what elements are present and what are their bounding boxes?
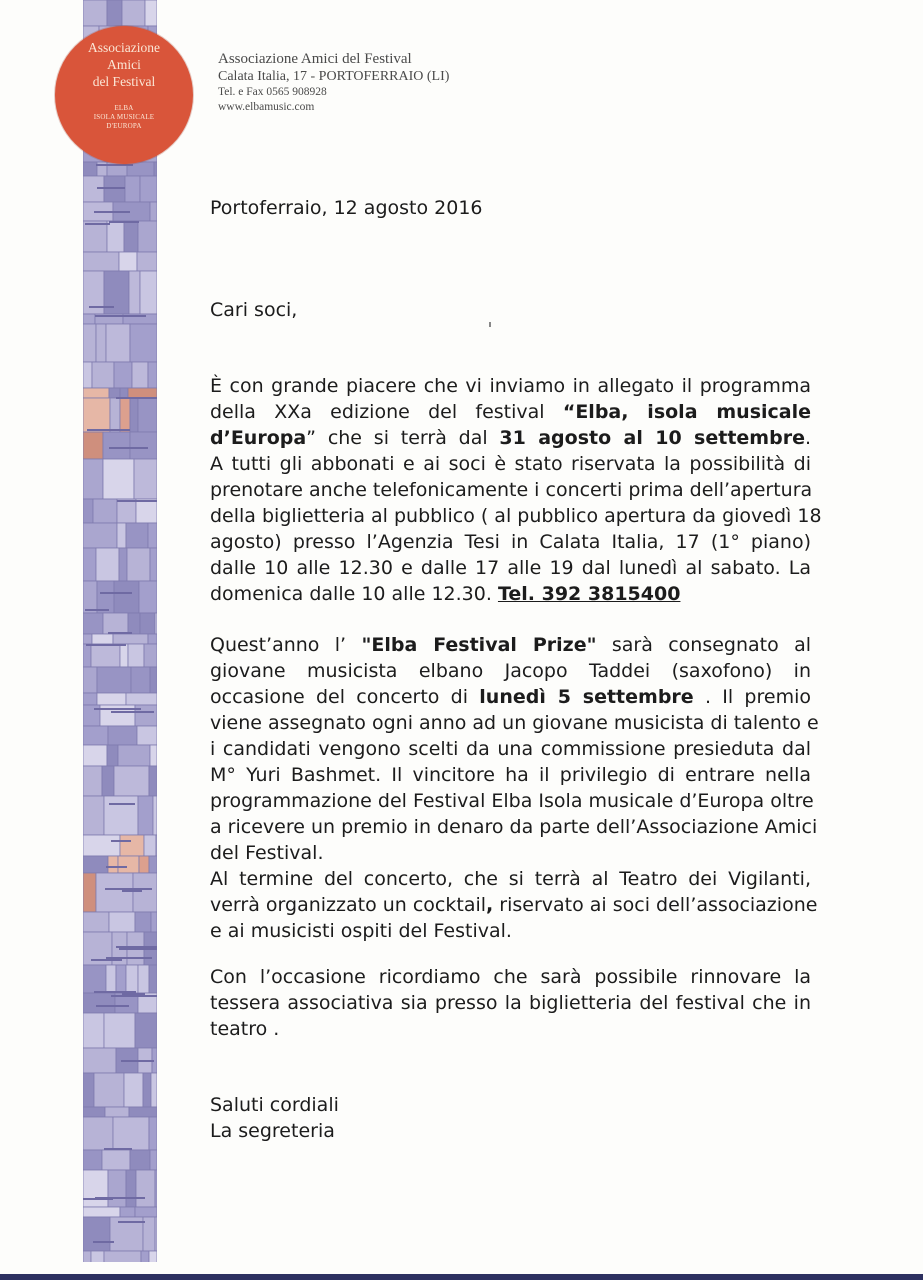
strip-tile	[83, 1217, 110, 1251]
strip-tile	[83, 581, 97, 613]
paragraph-membership	[210, 964, 811, 1042]
strip-tile	[126, 1170, 136, 1207]
strip-tile	[150, 745, 157, 766]
paragraph-program	[210, 373, 822, 607]
strip-tile	[83, 1073, 94, 1107]
logo-title	[55, 39, 193, 90]
strip-tile	[83, 634, 92, 644]
letterhead-address: Calata Italia, 17 - PORTOFERRAIO (LI)	[218, 69, 450, 84]
text-line: d’Europa” che si terrà dal 31 agosto al 10 settembre.	[210, 427, 811, 449]
strip-tile	[93, 499, 117, 523]
strip-tile	[128, 613, 140, 634]
strip-tile	[83, 796, 104, 835]
letter-date: Portoferraio, 12 agosto 2016	[210, 197, 483, 219]
logo-sub-3: D'EUROPA	[106, 122, 142, 130]
strip-tile	[131, 667, 150, 693]
letter-closing	[210, 1092, 811, 1144]
strip-line	[122, 890, 142, 892]
strip-tile	[156, 835, 157, 856]
strip-tile	[97, 693, 126, 705]
strip-line	[118, 1221, 145, 1223]
strip-tile	[127, 548, 150, 581]
decorative-side-strip	[83, 0, 157, 1262]
logo-line-2: Amici	[107, 57, 141, 72]
letterhead-name: Associazione Amici del Festival	[218, 51, 412, 67]
strip-tile	[144, 644, 157, 667]
strip-line	[96, 164, 133, 166]
text-line: È con grande piacere che vi inviamo in allegato il programma	[210, 375, 811, 397]
strip-tile	[83, 362, 92, 388]
strip-line	[109, 447, 148, 449]
strip-tile	[94, 1073, 124, 1107]
strip-tile	[141, 1251, 149, 1262]
phone-number: Tel. 392 3815400	[497, 583, 681, 605]
strip-tile	[140, 176, 157, 202]
strip-tile	[129, 1107, 157, 1117]
strip-line	[122, 993, 145, 995]
strip-tile	[148, 362, 157, 388]
strip-tile	[103, 459, 134, 499]
strip-tile	[104, 1251, 141, 1262]
strip-tile	[119, 548, 127, 581]
strip-tile	[113, 1117, 149, 1150]
strip-line	[116, 946, 157, 948]
strip-line	[96, 1005, 129, 1007]
text-line: Quest’anno l’ "Elba Festival Prize" sarà consegnato al	[210, 634, 811, 656]
strip-line	[106, 866, 127, 868]
strip-tile	[116, 965, 126, 993]
strip-tile	[150, 548, 157, 581]
strip-tile	[119, 252, 137, 271]
concert-date: lunedì 5 settembre	[479, 686, 694, 708]
strip-tile	[91, 644, 120, 667]
strip-tile	[137, 726, 157, 745]
strip-tile	[150, 667, 157, 693]
strip-tile	[151, 912, 157, 932]
strip-tile	[83, 726, 108, 745]
logo-subtitle	[55, 104, 193, 131]
strip-line	[85, 223, 110, 225]
strip-tile	[148, 523, 157, 548]
strip-tile	[107, 221, 124, 252]
strip-tile	[83, 388, 109, 398]
strip-tile	[103, 613, 128, 634]
strip-tile	[83, 1170, 108, 1207]
strip-line	[89, 306, 114, 308]
strip-tile	[83, 221, 107, 252]
strip-line	[94, 991, 136, 993]
strip-tile	[83, 1013, 104, 1048]
strip-tile	[138, 796, 153, 835]
strip-line	[121, 1060, 154, 1062]
strip-tile	[149, 766, 157, 796]
strip-tile	[96, 324, 106, 362]
strip-tile	[108, 856, 118, 873]
strip-tile	[120, 388, 128, 398]
strip-tile	[83, 766, 102, 796]
letterhead	[218, 50, 449, 115]
association-logo	[55, 26, 193, 164]
strip-tile	[113, 634, 148, 644]
strip-tile	[139, 581, 157, 613]
strip-line	[86, 644, 126, 646]
strip-tile	[106, 324, 130, 362]
strip-line	[119, 948, 157, 950]
strip-tile	[83, 856, 108, 873]
text-line: della XXa edizione del festival “Elba, isola musicale	[210, 401, 811, 423]
text-line: teatro .	[210, 1018, 280, 1040]
text-line: della biglietteria al pubblico ( al pubblico apertura da giovedì 18	[210, 505, 822, 527]
strip-tile	[118, 745, 150, 766]
strip-tile	[102, 1150, 130, 1170]
strip-tile	[134, 459, 157, 499]
strip-tile	[83, 693, 97, 705]
strip-tile	[137, 252, 157, 271]
text-line: a ricevere un premio in denaro da parte dell’Associazione Amici	[210, 816, 818, 838]
strip-tile	[135, 1207, 157, 1217]
strip-tile	[133, 873, 157, 912]
strip-line	[83, 1198, 113, 1200]
text-line: i candidati vengono scelti da una commissione presieduta dal	[210, 738, 811, 760]
text-line: M° Yuri Bashmet. Il vincitore ha il privilegio di entrare nella	[210, 764, 811, 786]
strip-line	[87, 429, 130, 431]
strip-tile	[149, 1251, 157, 1262]
strip-tile	[129, 271, 140, 314]
strip-tile	[154, 162, 157, 176]
strip-line	[85, 609, 109, 611]
text-line: tessera associativa sia presso la biglietteria del festival che in	[210, 992, 811, 1014]
strip-tile	[128, 388, 157, 398]
strip-tile	[110, 398, 120, 432]
strip-tile	[114, 766, 149, 796]
strip-tile	[83, 1048, 116, 1073]
strip-tile	[83, 523, 117, 548]
strip-tile	[155, 613, 157, 634]
strip-tile	[150, 1150, 157, 1170]
strip-tile	[126, 523, 148, 548]
logo-line-1: Associazione	[88, 40, 160, 55]
strip-tile	[118, 856, 139, 873]
text-line: domenica dalle 10 alle 12.30. Tel. 392 3815400	[210, 583, 681, 605]
logo-sub-2: ISOLA MUSICALE	[93, 113, 155, 121]
closing-signature: La segreteria	[210, 1120, 335, 1142]
strip-tile	[138, 221, 157, 252]
strip-tile	[124, 1073, 143, 1107]
strip-tile	[149, 965, 157, 993]
strip-line	[116, 397, 157, 399]
strip-tile	[140, 613, 155, 634]
strip-tile	[122, 0, 145, 26]
strip-tile	[120, 835, 144, 856]
strip-tile	[130, 432, 157, 459]
strip-tile	[150, 202, 157, 221]
strip-tile	[83, 613, 103, 634]
text-line: programmazione del Festival Elba Isola musicale d’Europa oltre	[210, 790, 814, 812]
text-line: verrà organizzato un cocktail, riservato ai soci dell’associazione	[210, 894, 818, 916]
strip-tile	[83, 314, 95, 324]
strip-tile	[120, 398, 130, 432]
text-line: del Festival.	[210, 842, 324, 864]
strip-tile	[151, 1073, 157, 1107]
strip-tile	[83, 252, 119, 271]
strip-tile	[144, 835, 156, 856]
strip-tile	[109, 388, 120, 398]
text-line: dalle 10 alle 12.30 e dalle 17 alle 19 dal lunedì al sabato. La	[210, 557, 811, 579]
strip-tile	[149, 1117, 157, 1150]
strip-tile	[83, 745, 107, 766]
strip-tile	[148, 634, 157, 644]
text-line: Al termine del concerto, che si terrà al Teatro dei Vigilanti,	[210, 868, 811, 890]
letterhead-phone: Tel. e Fax 0565 908928	[218, 86, 327, 98]
strip-tile	[83, 993, 115, 1013]
text-line: e ai musicisti ospiti del Festival.	[210, 920, 512, 942]
strip-tile	[124, 221, 138, 252]
ink-speck	[489, 322, 491, 327]
strip-tile	[128, 644, 144, 667]
strip-line	[93, 1241, 114, 1243]
strip-tile	[125, 176, 140, 202]
text-line: agosto) presso l’Agenzia Tesi in Calata Italia, 17 (1° piano)	[210, 531, 811, 553]
strip-tile	[126, 693, 157, 705]
festival-name-end: d’Europa	[210, 427, 307, 449]
strip-line	[111, 711, 154, 713]
strip-tile	[114, 581, 139, 613]
strip-line	[117, 500, 157, 502]
strip-tile	[83, 1207, 120, 1217]
strip-tile	[83, 1117, 113, 1150]
letterhead-website: www.elbamusic.com	[218, 101, 315, 113]
strip-tile	[104, 1013, 135, 1048]
strip-tile	[138, 965, 149, 993]
letter-salutation: Cari soci,	[210, 299, 298, 321]
strip-tile	[83, 324, 96, 362]
text-line: prenotare anche telefonicamente i concerti prima dell’apertura	[210, 479, 813, 501]
strip-line	[105, 888, 152, 890]
strip-tile	[83, 459, 103, 499]
strip-tile	[102, 766, 114, 796]
strip-tile	[105, 1107, 129, 1117]
strip-tile	[83, 1150, 102, 1170]
strip-line	[97, 187, 125, 189]
strip-line	[104, 1148, 132, 1150]
strip-tile	[138, 398, 157, 432]
strip-line	[109, 221, 139, 223]
strip-tile	[83, 965, 106, 993]
strip-tile	[120, 1207, 135, 1217]
festival-dates: 31 agosto al 10 settembre	[499, 427, 805, 449]
strip-tile	[155, 1170, 157, 1207]
strip-tile	[83, 912, 109, 932]
strip-tile	[83, 835, 120, 856]
strip-line	[111, 995, 157, 997]
strip-tile	[106, 965, 116, 993]
strip-tile	[140, 271, 157, 314]
strip-tile	[139, 856, 149, 873]
strip-tile	[97, 581, 114, 613]
strip-tile	[83, 1107, 105, 1117]
strip-tile	[83, 1251, 91, 1262]
strip-tile	[117, 523, 126, 548]
strip-line	[100, 592, 132, 594]
strip-tile	[103, 432, 130, 459]
strip-tile	[107, 745, 118, 766]
strip-tile	[155, 1217, 157, 1251]
strip-tile	[143, 1073, 151, 1107]
festival-name: “Elba, isola musicale	[562, 401, 811, 423]
strip-line	[95, 315, 146, 317]
strip-tile	[108, 726, 137, 745]
strip-tile	[83, 0, 107, 26]
strip-tile	[114, 362, 132, 388]
strip-tile	[104, 796, 138, 835]
strip-tile	[136, 1170, 155, 1207]
strip-tile	[83, 398, 110, 432]
strip-tile	[130, 324, 157, 362]
strip-line	[108, 632, 132, 634]
strip-tile	[135, 912, 151, 932]
strip-tile	[92, 634, 113, 644]
strip-tile	[107, 0, 122, 26]
strip-tile	[132, 362, 148, 388]
strip-tile	[145, 0, 157, 26]
strip-tile	[83, 667, 97, 693]
text-line: Con l’occasione ricordiamo che sarà possibile rinnovare la	[210, 966, 811, 988]
strip-tile	[130, 398, 138, 432]
strip-line	[91, 959, 122, 961]
strip-line	[109, 803, 135, 805]
strip-tile	[136, 499, 157, 523]
text-line: giovane musicista elbano Jacopo Taddei (saxofono) in	[210, 660, 811, 682]
logo-line-3: del Festival	[92, 74, 156, 89]
strip-tile	[83, 644, 91, 667]
strip-tile	[97, 667, 131, 693]
strip-tile	[109, 912, 135, 932]
strip-tile	[83, 432, 103, 459]
strip-tile	[130, 1150, 150, 1170]
strip-tile	[153, 796, 157, 835]
strip-line	[94, 708, 141, 710]
scan-bottom-edge	[0, 1274, 923, 1280]
strip-tile	[83, 499, 93, 523]
strip-tile	[96, 873, 133, 912]
strip-tile	[149, 856, 157, 873]
strip-tile	[83, 873, 96, 912]
closing-greeting: Saluti cordiali	[210, 1094, 339, 1116]
strip-tile	[117, 499, 136, 523]
strip-tile	[91, 1251, 104, 1262]
strip-tile	[135, 1013, 157, 1048]
text-line: viene assegnato ogni anno ad un giovane musicista di talento e	[210, 712, 819, 734]
text-line: occasione del concerto di lunedì 5 settembre . Il premio	[210, 686, 811, 708]
strip-tile	[83, 162, 97, 176]
strip-tile	[96, 548, 119, 581]
strip-tile	[92, 362, 114, 388]
strip-line	[106, 957, 152, 959]
strip-tile	[126, 965, 138, 993]
strip-tile	[120, 644, 128, 667]
prize-name: "Elba Festival Prize"	[361, 634, 597, 656]
strip-line	[94, 211, 130, 213]
logo-sub-1: ELBA	[114, 104, 134, 112]
strip-line	[111, 840, 131, 842]
text-line: A tutti gli abbonati e ai soci è stato riservata la possibilità di	[210, 453, 811, 475]
strip-tile	[83, 548, 96, 581]
strip-tile	[108, 1170, 126, 1207]
paragraph-prize	[210, 632, 819, 944]
